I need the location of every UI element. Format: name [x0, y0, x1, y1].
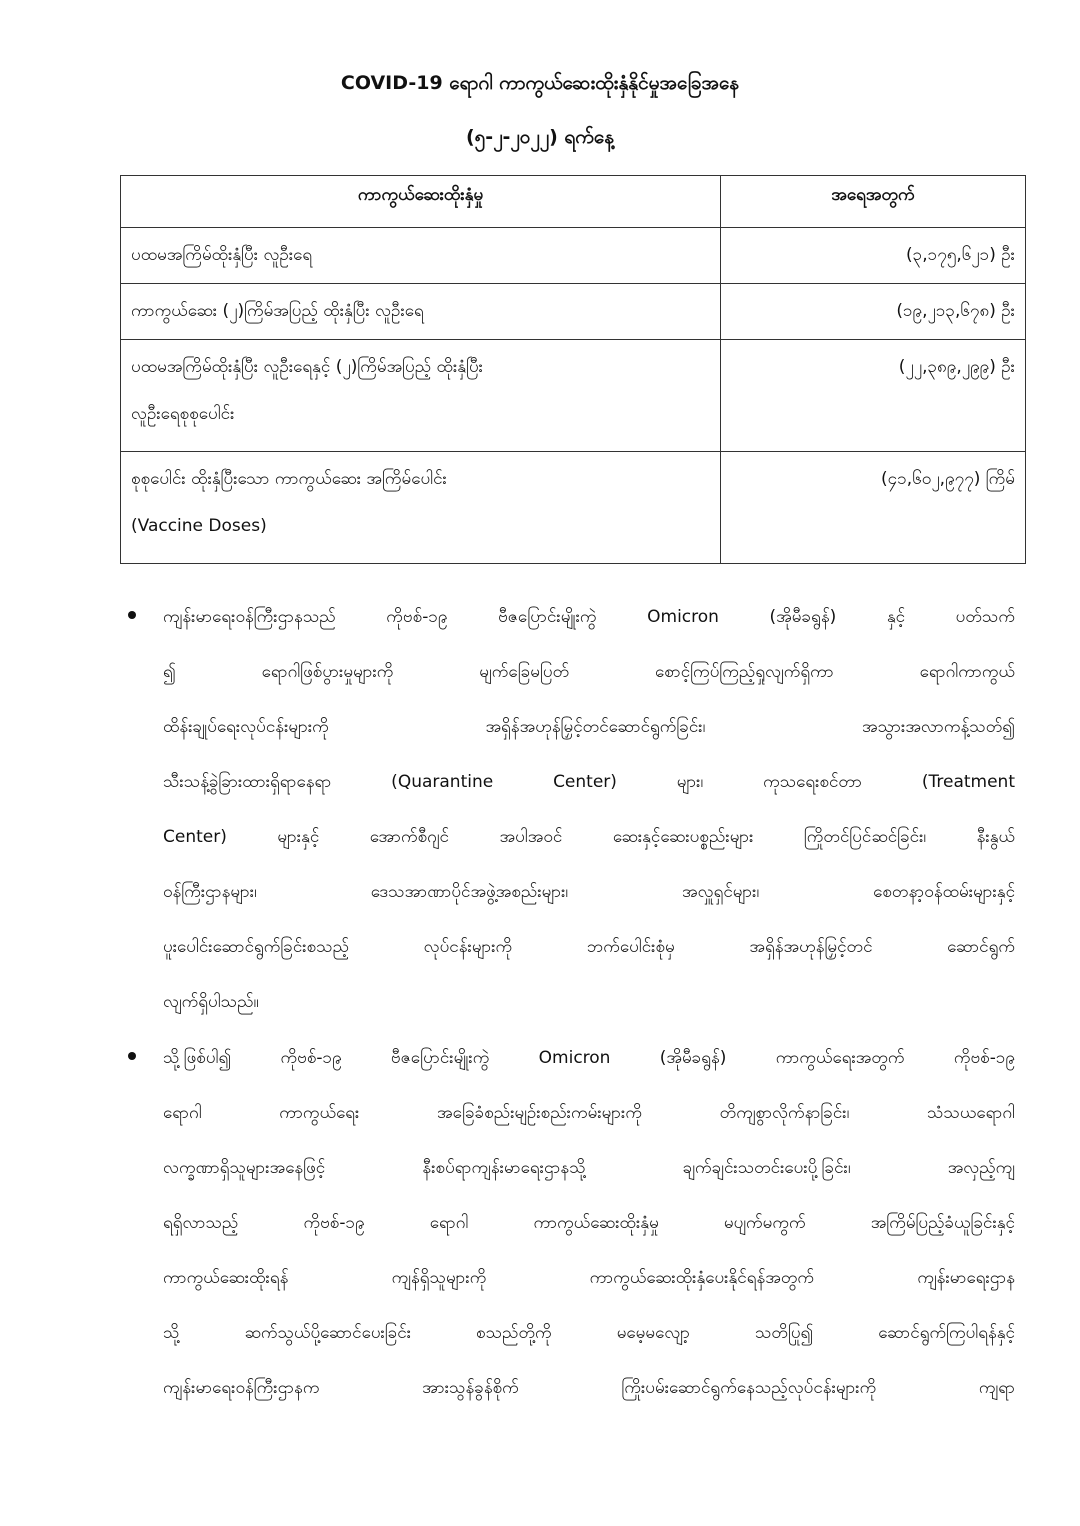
paragraph-line: ကျန်းမာရေးဝန်ကြီးဌာနသည် ကိုဗစ်-၁၉ ဗီဇပြောင်းမျိုးကွဲ Omicron (အိုမီခရွန်) နှင့် ပတ်သက် [163, 607, 1015, 627]
document-date: (၅-၂-၂၀၂၂) ရက်နေ့ [465, 126, 615, 148]
table-row [121, 340, 1026, 452]
paragraph-line: ကျန်းမာရေးဝန်ကြီးဌာနက အားသွန်ခွန်စိုက် ကြိုးပမ်းဆောင်ရွက်နေသည့်လုပ်ငန်းများကို ကျရာ [163, 1378, 1015, 1398]
row-count: (၁၉,၂၁၃,၆၇၈) ဦး [721, 284, 1026, 340]
paragraph-line: လက္ခဏာရှိသူများအနေဖြင့် နီးစပ်ရာကျန်းမာရေးဌာနသို့ ချက်ချင်းသတင်းပေးပို့ခြင်း၊ အလှည့်ကျ [163, 1158, 1015, 1178]
table-row [121, 452, 1026, 564]
bullet-paragraph [163, 1033, 1015, 1418]
row-description [121, 452, 721, 564]
row-description-line2: လူဦးရေစုစုပေါင်း [131, 404, 235, 424]
row-description-line1: ပထမအကြိမ်ထိုးနှံပြီး လူဦးရေ [131, 245, 313, 265]
paragraph-line: ရရှိလာသည့် ကိုဗစ်-၁၉ ရောဂါ ကာကွယ်ဆေးထိုးနှံမှု မပျက်မကွက် အကြိမ်ပြည့်ခံယူခြင်းနှင့် [163, 1213, 1015, 1233]
header-description: ကာကွယ်ဆေးထိုးနှံမှု [121, 176, 721, 228]
row-description-line1: ပထမအကြိမ်ထိုးနှံပြီး လူဦးရေနှင့် (၂)ကြိမ်အပြည့် ထိုးနှံပြီး [131, 357, 483, 377]
paragraph-line: သို့ ဆက်သွယ်ပို့ဆောင်ပေးခြင်း စသည်တို့ကို မမေ့မလျော့ သတိပြု၍ ဆောင်ရွက်ကြပါရန်နှင့် [163, 1323, 1015, 1343]
document-title: COVID-19 ရောဂါ ကာကွယ်ဆေးထိုးနှံနိုင်မှုအခြေအနေ [340, 72, 740, 94]
bullet-list [0, 592, 1080, 1418]
row-description-line1: ကာကွယ်ဆေး (၂)ကြိမ်အပြည့် ထိုးနှံပြီး လူဦးရေ [131, 301, 424, 321]
bullet-dot-icon [128, 611, 136, 619]
paragraph-line: ၍ ရောဂါဖြစ်ပွားမှုများကို မျက်ခြေမပြတ် စောင့်ကြပ်ကြည့်ရှုလျက်ရှိကာ ရောဂါကာကွယ် [163, 662, 1015, 682]
paragraph-line: ထိန်းချုပ်ရေးလုပ်ငန်းများကို အရှိန်အဟုန်မြှင့်တင်ဆောင်ရွက်ခြင်း၊ အသွားအလာကန့်သတ်၍ [163, 717, 1015, 737]
paragraph-line: ဝန်ကြီးဌာနများ၊ ဒေသအာဏာပိုင်အဖွဲ့အစည်းများ၊ အလှူရှင်များ၊ စေတနာ့ဝန်ထမ်းများနှင့် [163, 882, 1015, 902]
paragraph-line: ပူးပေါင်းဆောင်ရွက်ခြင်းစသည့် လုပ်ငန်းများကို ဘက်ပေါင်းစုံမှ အရှိန်အဟုန်မြှင့်တင် ဆောင်ရွက် [163, 937, 1015, 957]
paragraph-line: သို့ဖြစ်ပါ၍ ကိုဗစ်-၁၉ ဗီဇပြောင်းမျိုးကွဲ Omicron (အိုမီခရွန်) ကာကွယ်ရေးအတွက် ကိုဗစ်-၁၉ [163, 1048, 1015, 1068]
row-description-line1: စုစုပေါင်း ထိုးနှံပြီးသော ကာကွယ်ဆေး အကြိမ်ပေါင်း [131, 469, 447, 489]
table-row [121, 284, 1026, 340]
paragraph-line: လျက်ရှိပါသည်။ [163, 992, 259, 1012]
paragraph-line: သီးသန့်ခွဲခြားထားရှိရာနေရာ (Quarantine Center) များ၊ ကုသရေးစင်တာ (Treatment [163, 772, 1015, 792]
row-description [121, 284, 721, 340]
row-count: (၄၁,၆၀၂,၉၇၇) ကြိမ် [721, 452, 1026, 564]
bullet-paragraph [163, 592, 1015, 1032]
bullet-dot-icon [128, 1052, 136, 1060]
row-description [121, 228, 721, 284]
header-count: အရေအတွက် [721, 176, 1026, 228]
vaccination-table [120, 175, 1026, 564]
row-count: (၃,၁၇၅,၆၂၁) ဦး [721, 228, 1026, 284]
row-description [121, 340, 721, 452]
row-count: (၂၂,၃၈၉,၂၉၉) ဦး [721, 340, 1026, 452]
table-header-row [121, 176, 1026, 228]
row-description-line2: (Vaccine Doses) [131, 516, 267, 536]
table-row [121, 228, 1026, 284]
paragraph-line: ရောဂါ ကာကွယ်ရေး အခြေခံစည်းမျဉ်းစည်းကမ်းများကို တိကျစွာလိုက်နာခြင်း၊ သံသယရောဂါ [163, 1103, 1015, 1123]
paragraph-line: Center) များနှင့် အောက်စီဂျင် အပါအဝင် ဆေးနှင့်ဆေးပစ္စည်းများ ကြိုတင်ပြင်ဆင်ခြင်း၊ နီးနွယ် [163, 827, 1015, 847]
paragraph-line: ကာကွယ်ဆေးထိုးရန် ကျန်ရှိသူများကို ကာကွယ်ဆေးထိုးနှံပေးနိုင်ရန်အတွက် ကျန်းမာရေးဌာန [163, 1268, 1015, 1288]
